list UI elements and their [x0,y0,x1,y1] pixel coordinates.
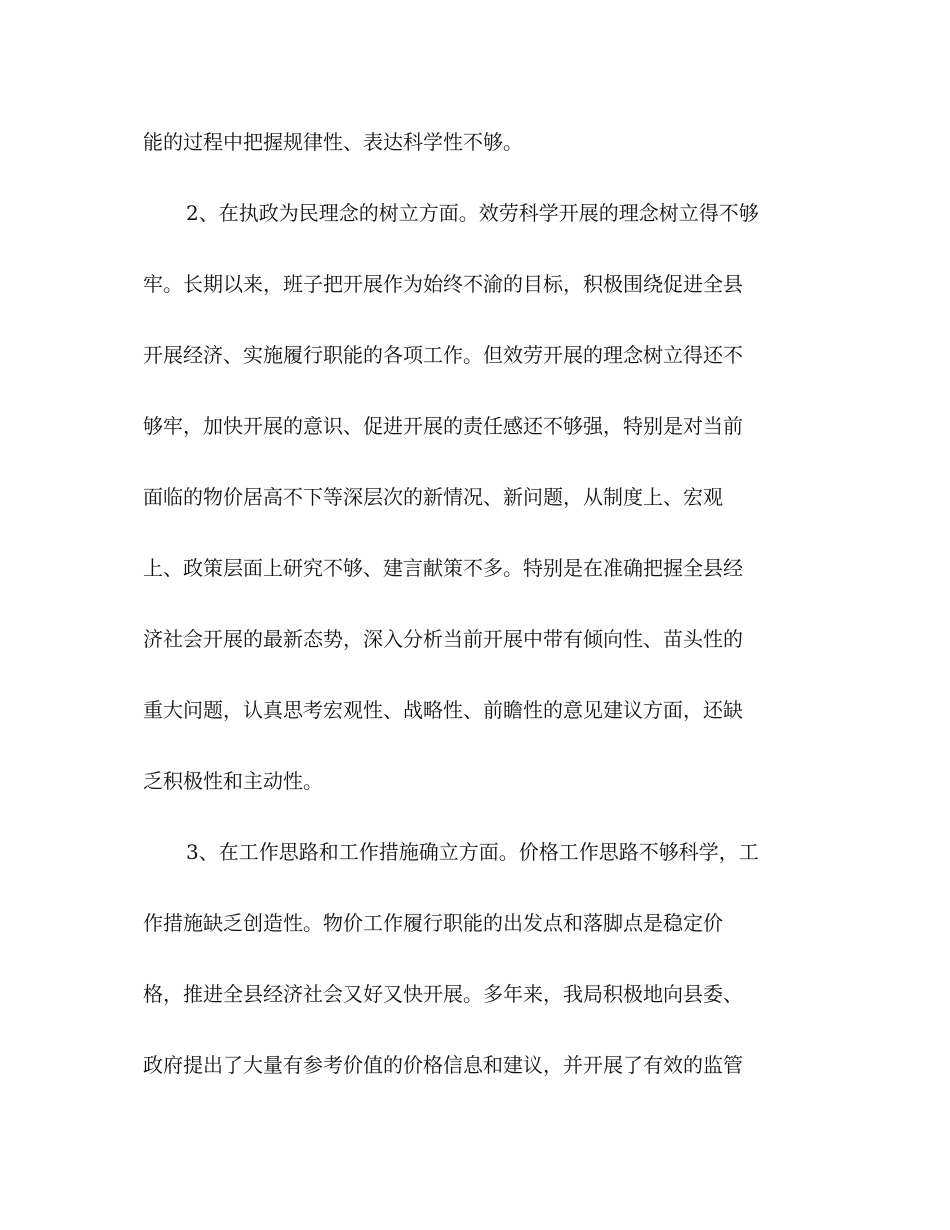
paragraph-line: 济社会开展的最新态势，深入分析当前开展中带有倾向性、苗头性的 [143,627,743,651]
paragraph-line: 牢。长期以来，班子把开展作为始终不渝的目标，积极围绕促进全县 [143,272,743,296]
paragraph-line: 开展经济、实施履行职能的各项工作。但效劳开展的理念树立得还不 [143,343,743,367]
paragraph-line: 重大问题，认真思考宏观性、战略性、前瞻性的意见建议方面，还缺 [143,698,743,722]
paragraph-line: 3、在工作思路和工作措施确立方面。价格工作思路不够科学，工 [186,840,759,864]
paragraph-line: 乏积极性和主动性。 [143,769,323,793]
paragraph-line: 格，推进全县经济社会又好又快开展。多年来，我局积极地向县委、 [143,982,743,1006]
paragraph-line: 够牢，加快开展的意识、促进开展的责任感还不够强，特别是对当前 [143,414,743,438]
paragraph-line: 政府提出了大量有参考价值的价格信息和建议，并开展了有效的监管 [143,1053,743,1077]
paragraph-line: 能的过程中把握规律性、表达科学性不够。 [143,130,523,154]
paragraph-line: 上、政策层面上研究不够、建言献策不多。特别是在准确把握全县经 [143,556,743,580]
paragraph-line: 2、在执政为民理念的树立方面。效劳科学开展的理念树立得不够 [186,201,759,225]
paragraph-line: 作措施缺乏创造性。物价工作履行职能的出发点和落脚点是稳定价 [143,911,723,935]
paragraph-line: 面临的物价居高不下等深层次的新情况、新问题，从制度上、宏观 [143,485,723,509]
